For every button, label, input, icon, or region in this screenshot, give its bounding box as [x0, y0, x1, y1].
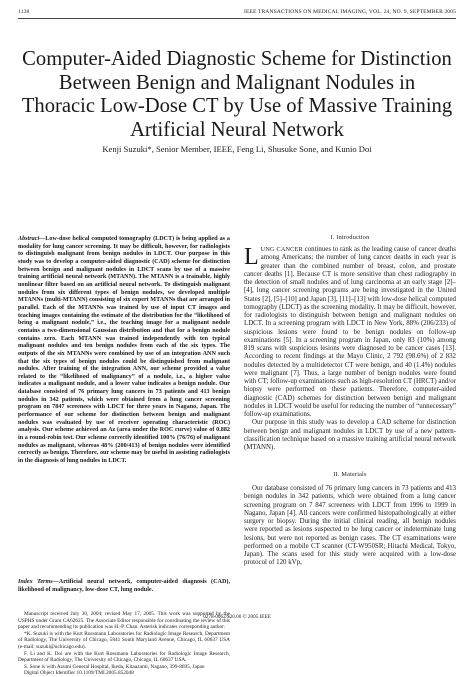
- footnote: Manuscript received July 30, 2004; revised May 17, 2005. This work was supported by the USPHS under Grant CA62625. The Associate Editor responsible for coordinating the review of this paper and recommending its publication was H.-P. Chan. Asterisk indicates corresponding author.: [18, 611, 230, 631]
- journal-header: IEEE TRANSACTIONS ON MEDICAL IMAGING, VOL. 24, NO. 9, SEPTEMBER 2005: [244, 9, 456, 15]
- section-heading-materials: II. Materials: [333, 471, 367, 478]
- abstract: [18, 236, 230, 466]
- index-terms-text: —Artificial neural network, computer-aided diagnosis (CAD), likelihood of malignancy, low-dose CT, lung nodule.: [18, 579, 230, 593]
- paper-title: Computer-Aided Diagnostic Scheme for Distinction Between Benign and Malignant Nodules in Thoracic Low-Dose CT by Use of Massive Training Artificial Neural Network: [21, 48, 453, 141]
- paragraph: Our purpose in this study was to develop a CAD scheme for distinction between benign and malignant nodules in LDCT by use of a new pattern-classification technique based on a massive training artificial neural network (MTANN).: [244, 419, 456, 451]
- page-number: 1138: [18, 9, 30, 15]
- abstract-text: —Low-dose helical computed tomography (LDCT) is being applied as a modality for lung cancer screening. It may be difficult, however, for radiologists to distinguish malignant from benign nodules in LDCT. Our purpose in this study was to develop a computer-aided diagnostic (CAD) scheme for distinction between benign and malignant nodules in LDCT scans by use of a massive training artificial neural network (MTANN). The MTANN is a trainable, highly nonlinear filter based on an artificial neural network. To distinguish malignant nodules from six different types of benign nodules, we developed multiple MTANNs (multi-MTANN) consisting of six expert MTANNs that are arranged in parallel. Each of the MTANNs was trained by use of input CT images and teaching images containing the estimate of the distribution for the “likelihood of being a malignant nodule,” i.e., the teaching image for a malignant nodule contains a two-dimensional Gaussian distribution and that for a benign nodule contains zero. Each MTANN was trained independently with ten typical malignant nodules and ten benign nodules from each of the six types. The outputs of the six MTANNs were combined by use of an integration ANN such that the six types of benign nodules could be distinguished from malignant nodules. After training of the integration ANN, our scheme provided a value related to the “likelihood of malignancy” of a nodule, i.e., a higher value indicates a malignant nodule, and a lower value indicates a benign nodule. Our database consisted of 76 primary lung cancers in 73 patients and 413 benign nodules in 342 patients, which were obtained from a lung cancer screening program on 7847 screenees with LDCT for three years in Nagano, Japan. The performance of our scheme for distinction between benign and malignant nodules was evaluated by use of receiver operating characteristic (ROC) analysis. Our scheme achieved an Az (area under the ROC curve) value of 0.882 in a round-robin test. Our scheme correctly identified 100% (76/76) of malignant nodules as malignant, whereas 48% (200/413) of benign nodules were identified correctly as benign. Therefore, our scheme may be useful in assisting radiologists in the diagnosis of lung nodules in LDCT.: [18, 236, 230, 465]
- introduction-body: [244, 246, 456, 452]
- header-rule: [18, 18, 456, 19]
- drop-cap: L: [244, 244, 259, 270]
- footnote: S. Sone is with Azumi General Hospital, Ikeda, Kitaazumi, Nagano, 399-8695, Japan: [24, 663, 205, 670]
- abstract-label: Abstract: [18, 236, 40, 242]
- section-heading-introduction: I. Introduction: [330, 234, 370, 241]
- paragraph: Our database consisted of 76 primary lung cancers in 73 patients and 413 benign nodules in 342 patients, which were obtained from a lung cancer screening program on 7 847 screenees with LDCT from 1996 to 1999 in Nagano, Japan [4]. All cancers were confirmed histopathologically at either surgery or biopsy. During the initial clinical reading, all benign nodules were reported as lesions suspected to be lung cancer or indeterminate lung lesions, but were not reported as benign cases. The CT examinations were performed on a mobile CT scanner (CT-W950SR; Hitachi Medical, Tokyo, Japan). The scans used for this study were acquired with a low-dose protocol of 120 kVp,: [244, 485, 456, 567]
- index-terms: [18, 579, 230, 594]
- index-terms-label: Index Terms: [18, 579, 53, 585]
- author-line: Kenji Suzuki*, Senior Member, IEEE, Feng Li, Shusuke Sone, and Kunio Doi: [102, 144, 372, 154]
- footnote: Digital Object Identifier 10.1109/TMI.2005.852048: [24, 670, 134, 677]
- footnotes: [18, 611, 230, 677]
- footnote: *K. Suzuki is with the Kurt Rossmann Laboratories for Radiologic Image Research, Department of Radiology, The University of Chicago, 5841 South Maryland Avenue, Chicago, IL 60637 USA (e-mail: suzuki@uchicago.edu).: [18, 630, 230, 650]
- paragraph: LUNG CANCER continues to rank as the leading cause of cancer deaths among Americans; the number of lung cancer deaths in each year is greater than the combined number of breast, colon, and prostate cancer deaths [1]. Because CT is more sensitive than chest radiography in the detection of small nodules and of lung carcinoma at an early stage [2]–[4], lung cancer screening programs are being investigated in the United States [2], [5]–[10] and Japan [3], [11]–[13] with low-dose helical computed tomography (LDCT) as the screening modality. It may be difficult, however, for radiologists to distinguish between benign and malignant nodules on LDCT. In a screening program with LDCT in New York, 88% (206/233) of suspicious lesions were found to be benign nodules on follow-up examinations [5]. In a screening program in Japan, only 83 (10%) among 819 scans with suspicious lesions were diagnosed to be cancer cases [13]. According to recent findings at the Mayo Clinic, 2 792 (98.6%) of 2 832 nodules detected by a multidetector CT were benign, and 40 (1.4%) nodules were malignant [7]. Thus, a large number of benign nodules were found with CT; follow-up examinations such as high-resolution CT (HRCT) and/or biopsy were performed on these patients. Therefore, computer-aided diagnostic (CAD) schemes for distinction between benign and malignant nodules in LDCT would be useful for reducing the number of “unnecessary” follow-up examinations.: [244, 244, 456, 418]
- materials-body: [244, 485, 456, 568]
- footnote: F. Li and K. Doi are with the Kurt Rossmann Laboratories for Radiologic Image Research, Department of Radiology, The University of Chicago, Chicago, IL 60637 USA.: [18, 650, 230, 664]
- lead-in: UNG CANCER: [260, 246, 303, 253]
- copyright-footer: 0278-0062/$20.00 © 2005 IEEE: [203, 614, 271, 620]
